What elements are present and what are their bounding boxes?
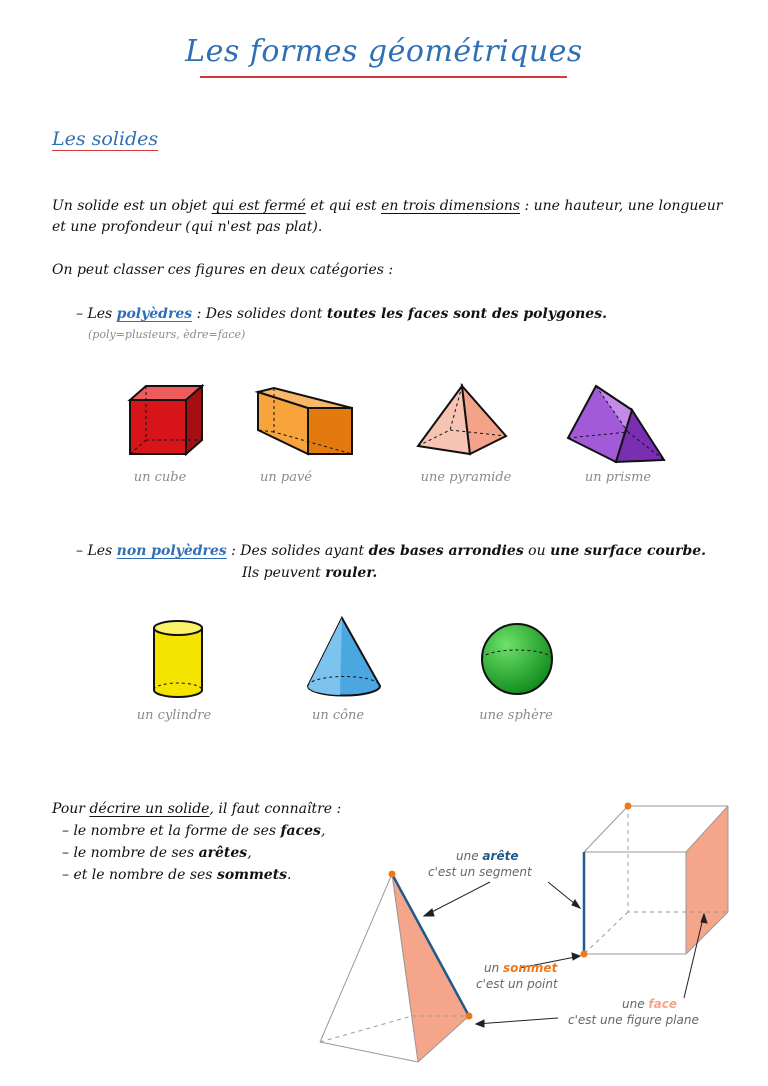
- cylindre-shape: [150, 618, 206, 700]
- dash-text: – Les: [76, 543, 117, 559]
- diagram-pyramid: [320, 871, 473, 1063]
- section-title: Les solides: [52, 128, 159, 150]
- polyedres-definition: [76, 304, 607, 325]
- polyedres-etymology: (poly=plusieurs, èdre=face): [88, 328, 246, 341]
- describe-text: .: [287, 867, 292, 883]
- caption-pave: un pavé: [260, 470, 312, 485]
- pave-shape: [256, 386, 356, 456]
- solid-parts-diagram: [300, 790, 760, 1080]
- caption-cylindre: un cylindre: [136, 708, 212, 723]
- non-polyedres-term: non polyèdres: [116, 543, 227, 559]
- pyramid-vertex: [466, 1013, 473, 1020]
- definition-text: : Des solides ayant: [226, 543, 369, 559]
- describe-bold: sommets: [216, 867, 288, 883]
- definition-text: ou: [523, 543, 551, 559]
- pyramid-face: [392, 874, 469, 1062]
- cube-vertex: [581, 951, 588, 958]
- caption-cube: un cube: [133, 470, 187, 485]
- intro-text: Un solide est un objet: [52, 198, 212, 214]
- caption-pyramide: une pyramide: [420, 470, 512, 485]
- label-sommet: un sommet: [484, 961, 558, 975]
- label-arete-def: c'est un segment: [428, 865, 532, 879]
- describe-text: ,: [320, 823, 326, 839]
- title-underline: [200, 76, 567, 78]
- categories-intro: On peut classer ces figures en deux catégories :: [52, 262, 394, 278]
- prisme-shape: [566, 382, 666, 466]
- definition-bold: rouler.: [325, 565, 378, 581]
- describe-text: – et le nombre de ses: [62, 867, 217, 883]
- describe-item-aretes: [52, 842, 341, 864]
- intro-text-underlined: qui est fermé: [211, 198, 306, 214]
- intro-text: et une profondeur (qui n'est pas plat).: [52, 219, 323, 235]
- polyedres-term: polyèdres: [116, 306, 193, 322]
- caption-cone: un cône: [311, 708, 365, 723]
- intro-text-underlined: en trois dimensions: [381, 198, 521, 214]
- definition-bold: des bases arrondies: [368, 543, 524, 559]
- cube-shape: [126, 384, 206, 456]
- cube-vertex-top: [625, 803, 632, 810]
- caption-prisme: un prisme: [584, 470, 652, 485]
- diagram-cube: [581, 803, 729, 958]
- page-title: Les formes géométriques: [185, 34, 583, 69]
- definition-bold: toutes les faces sont des polygones.: [326, 306, 607, 322]
- describe-bold: faces: [280, 823, 321, 839]
- sphere-shape: [478, 622, 556, 696]
- pyramid-vertex-top: [389, 871, 396, 878]
- dash-text: – Les: [76, 306, 117, 322]
- definition-bold: une surface courbe.: [550, 543, 707, 559]
- label-face: une face: [622, 997, 677, 1011]
- describe-text: ,: [247, 845, 252, 861]
- describe-text: – le nombre de ses: [62, 845, 199, 861]
- label-arete: une arête: [456, 849, 519, 863]
- describe-intro: [52, 798, 341, 820]
- caption-sphere: une sphère: [479, 708, 553, 723]
- cube-face: [686, 806, 728, 954]
- cone-shape: [304, 616, 384, 698]
- non-polyedres-definition: [76, 541, 706, 562]
- label-sommet-def: c'est un point: [476, 977, 558, 991]
- describe-item-sommets: [52, 864, 341, 886]
- describe-bold: arêtes: [198, 845, 248, 861]
- intro-text: et qui est: [305, 198, 382, 214]
- intro-paragraph: [52, 196, 742, 238]
- intro-text: : une hauteur, une longueur: [520, 198, 723, 214]
- definition-text: : Des solides dont: [192, 306, 327, 322]
- label-face-def: c'est une figure plane: [568, 1013, 699, 1027]
- describe-text: Pour: [52, 801, 90, 817]
- describe-text-underlined: décrire un solide: [89, 801, 210, 817]
- non-polyedres-line2: [242, 563, 377, 584]
- pyramide-shape: [416, 384, 508, 456]
- describe-text: – le nombre et la forme de ses: [62, 823, 281, 839]
- definition-text: Ils peuvent: [242, 565, 326, 581]
- describe-item-faces: [52, 820, 341, 842]
- describe-text: , il faut connaître :: [209, 801, 342, 817]
- describe-block: [52, 798, 341, 886]
